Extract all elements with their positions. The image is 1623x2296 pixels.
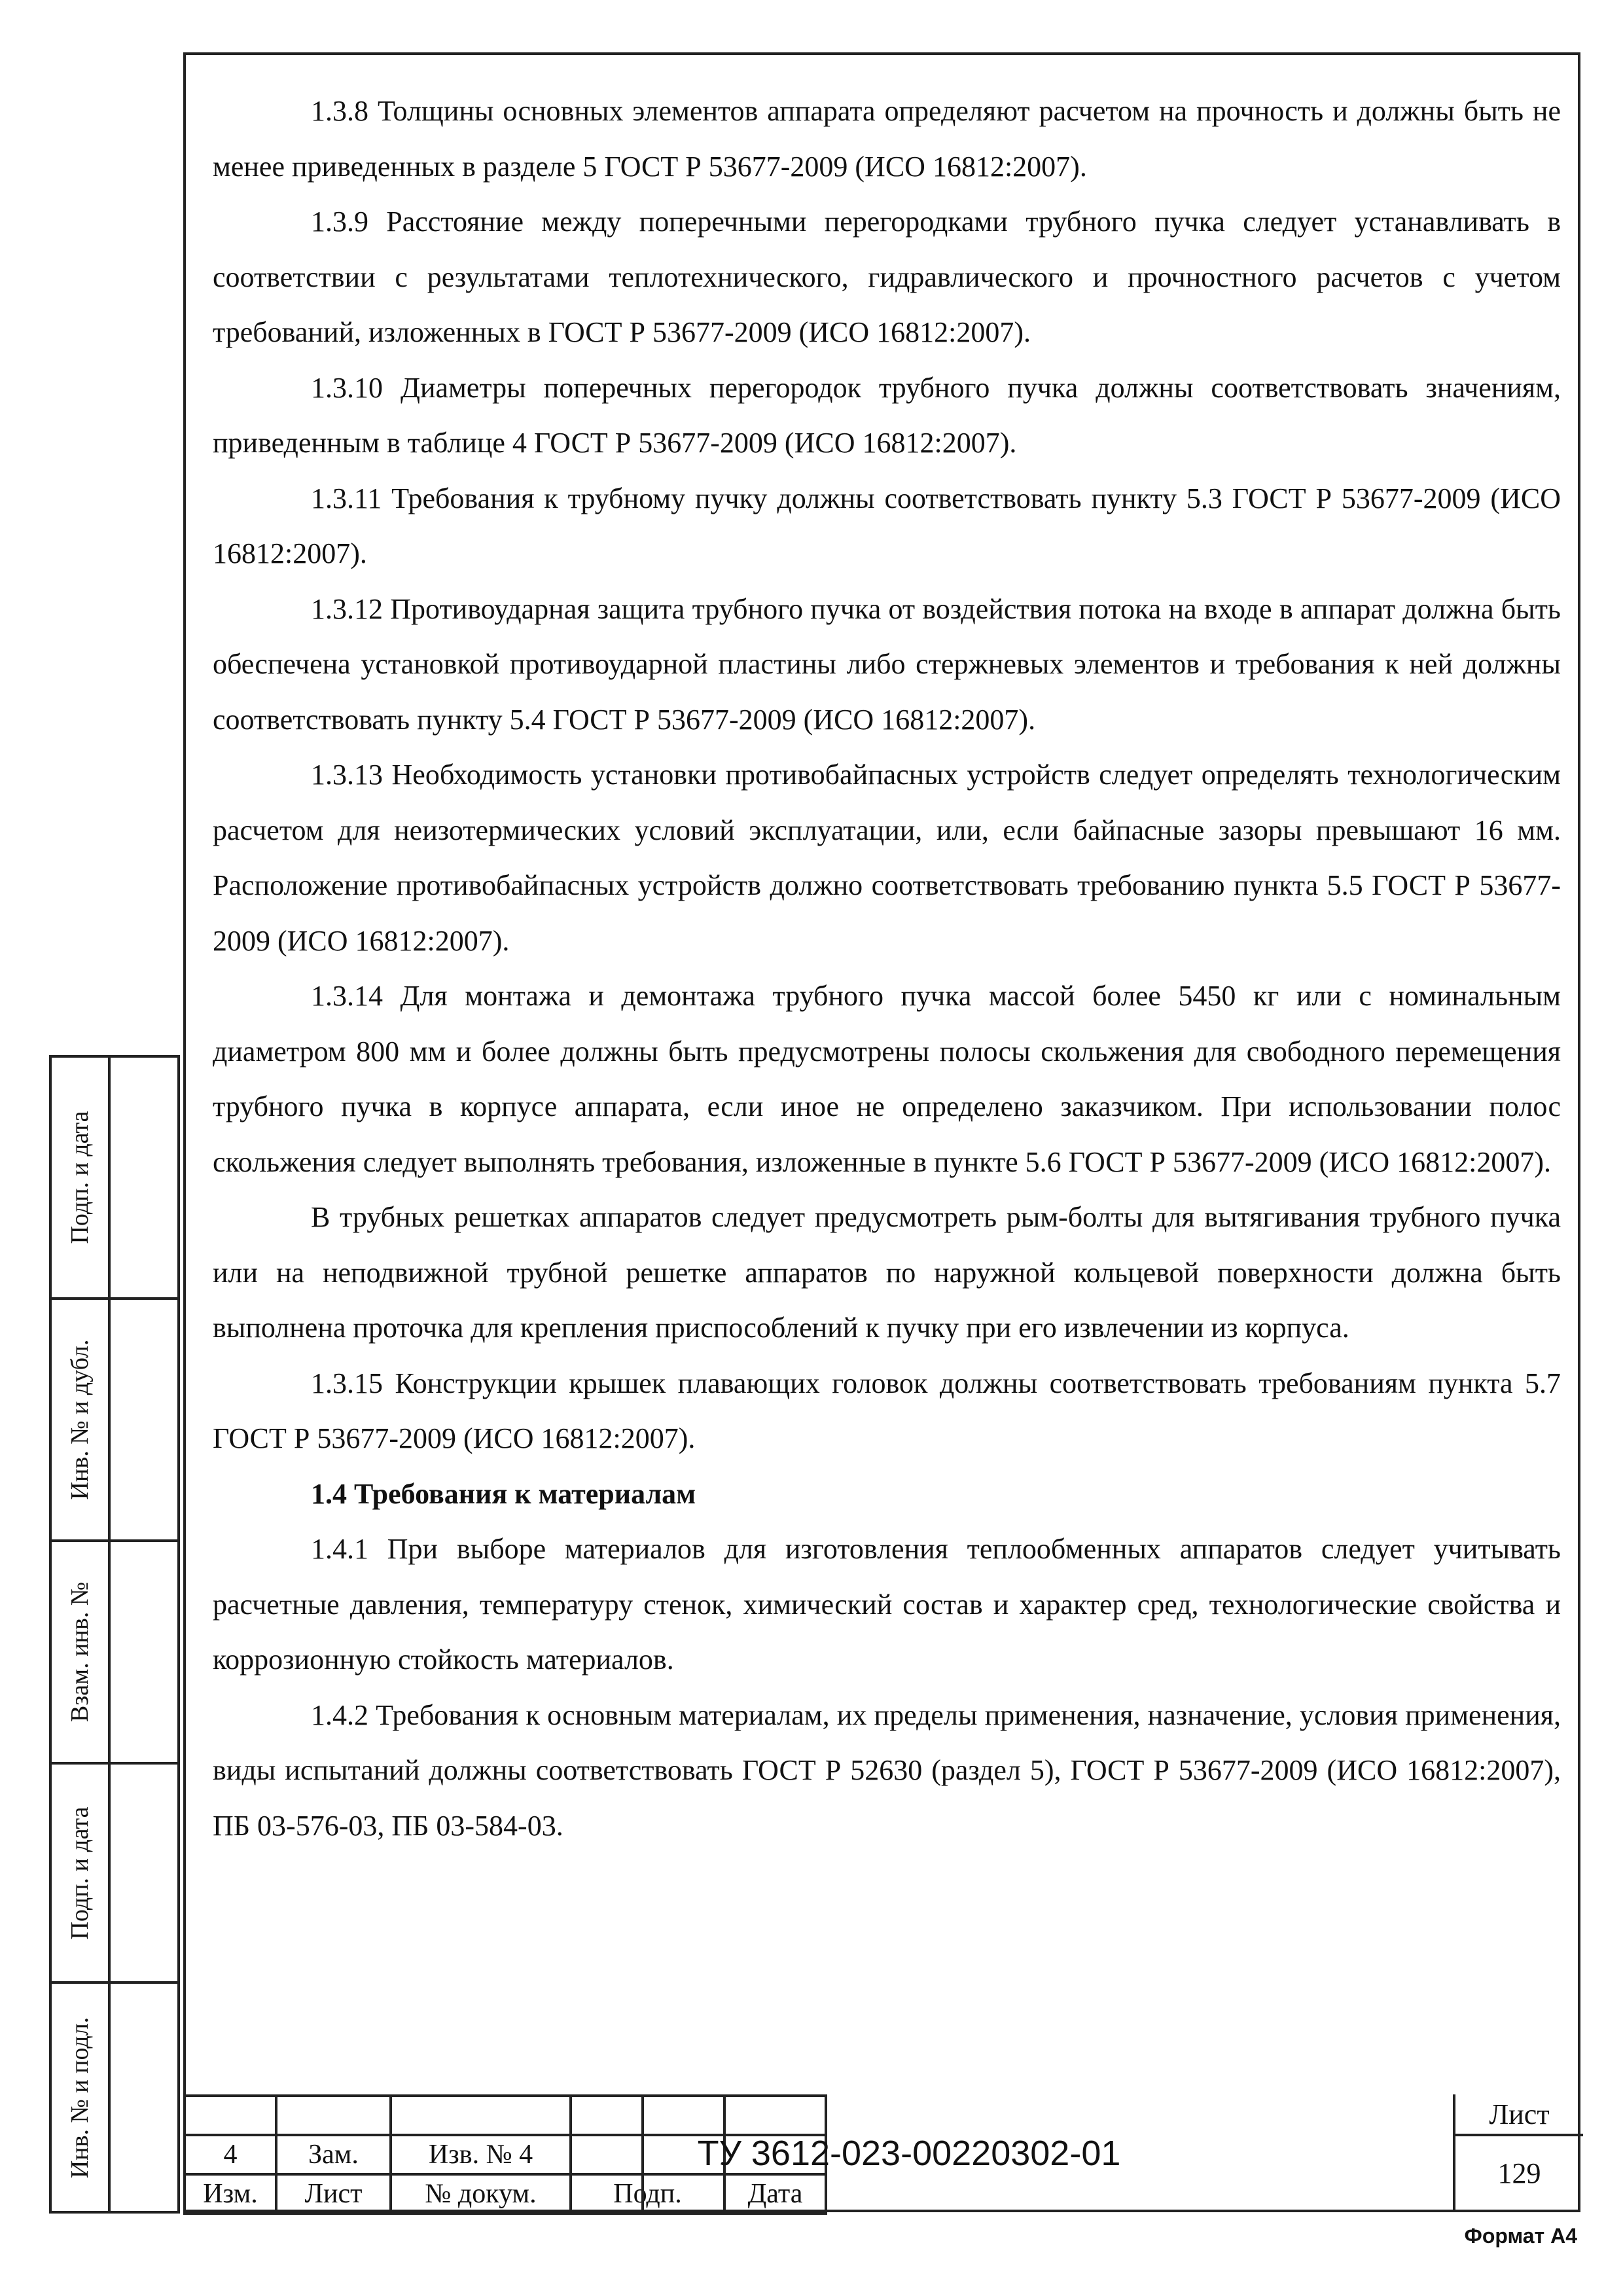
rev-document: Изв. № 4 [391,2135,571,2174]
paragraph-1-3-9: 1.3.9 Расстояние между поперечными перегородками трубного пучка следует устанавливать в соответствии с результатами теплотехнического, гидравлического и прочностного расчетов с учетом требований, изложенных в ГОСТ Р 53677-2009 (ИСО 16812:2007). [213,206,1561,348]
document-code: ТУ 3612-023-00220302-01 [641,2094,1174,2212]
rev-cell [391,2096,571,2135]
paragraph-1-3-12: 1.3.12 Противоударная защита трубного пучка от воздействия потока на входе в аппарат должна быть обеспечена установкой противоударной пластины либо стержневых элементов и требования к ней должны соответствовать пункту 5.4 ГОСТ Р 53677-2009 (ИСО 16812:2007). [213,592,1561,736]
document-body [213,84,1561,1854]
sheet-label: Лист [1455,2094,1583,2136]
paragraph-1-3-8: 1.3.8 Толщины основных элементов аппарата определяют расчетом на прочность и должны быть не менее приведенных в разделе 5 ГОСТ Р 53677-2009 (ИСО 16812:2007). [213,95,1561,183]
paragraph-1-4-2: 1.4.2 Требования к основным материалам, их пределы применения, назначение, условия применения, виды испытаний должны соответствовать ГОСТ Р 52630 (раздел 5), ГОСТ Р 53677-2009 (ИСО 16812:2007), ПБ 03-576-03, ПБ 03-584-03. [213,1698,1561,1842]
sheet-number: 129 [1497,2157,1541,2189]
sidebar-label: Инв. № и подл. [66,2017,94,2178]
sidebar-label: Инв. № и дубл. [66,1339,94,1500]
paragraph-1-3-15: 1.3.15 Конструкции крышек плавающих головок должны соответствовать требованиям пункта 5.7 ГОСТ Р 53677-2009 (ИСО 16812:2007). [213,1367,1561,1454]
sidebar-label: Подп. и дата [66,1806,94,1940]
paragraph-1-4-1: 1.4.1 При выборе материалов для изготовления теплообменных аппаратов следует учитывать расчетные давления, температуру стенок, химический состав и характер сред, технологические свойства и коррозионную стойкость материалов. [213,1533,1561,1676]
sidebar-cell [52,1542,177,1765]
header-data: Дата [724,2174,826,2214]
rev-change-number: 4 [185,2135,276,2174]
section-heading-1-4: 1.4 Требования к материалам [311,1477,696,1510]
rev-sheet: Зам. [276,2135,391,2174]
format-label: Формат А4 [1464,2224,1577,2248]
header-izm: Изм. [185,2174,276,2214]
paragraph-rym-bolts: В трубных решетках аппаратов следует предусмотреть рым-болты для вытягивания трубного пучка или на неподвижной трубной решетке аппаратов по наружной кольцевой поверхности должна быть выполнена проточка для крепления приспособлений к пучку при его извлечении из корпуса. [213,1201,1561,1344]
sidebar-cell [52,1984,177,2211]
sheet-box [1453,2094,1583,2212]
sidebar-cell [52,1765,177,1984]
header-list: Лист [276,2174,391,2214]
sidebar-cell [52,1058,177,1300]
sidebar-label: Подп. и дата [66,1111,94,1244]
paragraph-1-3-13: 1.3.13 Необходимость установки противобайпасных устройств следует определять технологическим расчетом для неизотермических условий эксплуатации, или, если байпасные зазоры превышают 16 мм. Расположение противобайпасных устройств должно соответствовать требованию пункта 5.5 ГОСТ Р 53677-2009 (ИСО 16812:2007). [213,759,1561,957]
rev-cell [276,2096,391,2135]
header-podp: Подп. [571,2174,724,2214]
margin-stamp-column [49,1055,180,2214]
sidebar-cell [52,1300,177,1542]
paragraph-1-3-14: 1.3.14 Для монтажа и демонтажа трубного пучка массой более 5450 кг или с номинальным диаметром 800 мм и более должны быть предусмотрены полосы скольжения для свободного перемещения трубного пучка в корпусе аппарата, если иное не определено заказчиком. При использовании полос скольжения следует выполнять требования, изложенные в пункте 5.6 ГОСТ Р 53677-2009 (ИСО 16812:2007). [213,980,1561,1178]
header-docnum: № докум. [391,2174,571,2214]
paragraph-1-3-11: 1.3.11 Требования к трубному пучку должны соответствовать пункту 5.3 ГОСТ Р 53677-2009 (ИСО 16812:2007). [213,482,1561,569]
paragraph-1-3-10: 1.3.10 Диаметры поперечных перегородок трубного пучка должны соответствовать значениям, приведенным в таблице 4 ГОСТ Р 53677-2009 (ИСО 16812:2007). [213,371,1561,459]
rev-cell [185,2096,276,2135]
sidebar-label: Взам. инв. № [66,1581,94,1723]
